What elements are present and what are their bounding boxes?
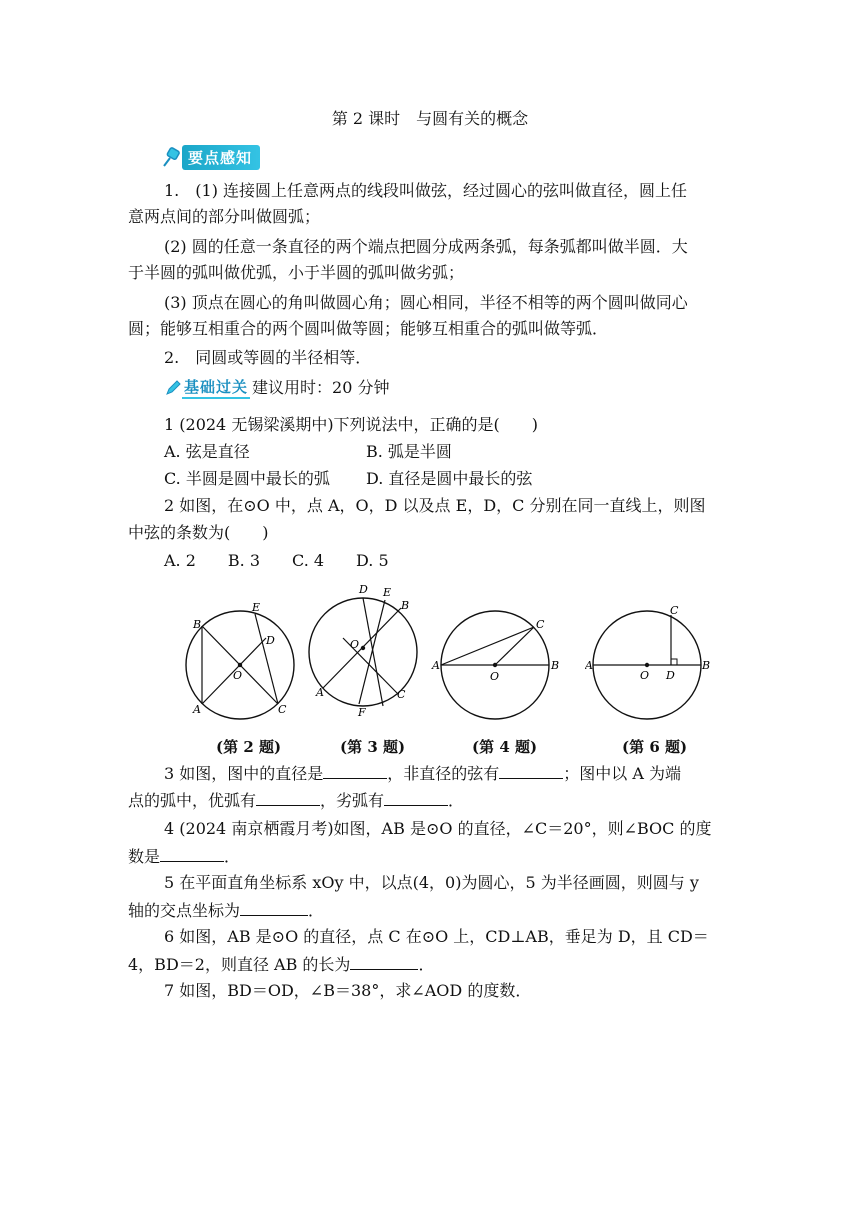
fig3-label-b: B bbox=[401, 599, 410, 612]
q5-text-2: ． bbox=[308, 901, 325, 920]
fig6-label-o: O bbox=[640, 669, 650, 682]
suggested-time: 建议用时：20 分钟 bbox=[252, 377, 390, 397]
q5-blank[interactable] bbox=[240, 899, 308, 916]
q1-option-a: A. 弦是直径 bbox=[164, 442, 250, 461]
fig2-label-e: E bbox=[252, 601, 261, 614]
q4-line-b bbox=[128, 845, 240, 868]
q3-text-6: ． bbox=[448, 791, 465, 810]
q3-text-2: ，非直径的弦有 bbox=[387, 764, 500, 783]
q3-blank-major-arcs[interactable] bbox=[256, 789, 320, 806]
fig4-label-c: C bbox=[536, 618, 545, 631]
q5-line-a: 5 在平面直角坐标系 xOy 中，以点(4，0)为圆心，5 为半径画圆，则圆与 y bbox=[164, 873, 699, 892]
fig3-label-o: O bbox=[350, 638, 360, 651]
q1-stem: 1 (2024 无锡梁溪期中)下列说法中，正确的是( ) bbox=[164, 415, 539, 434]
q1-option-c: C. 半圆是圆中最长的弧 bbox=[164, 469, 330, 488]
q4-text-2: ． bbox=[224, 847, 241, 866]
point-4: 2. 同圆或等圆的半径相等． bbox=[164, 348, 372, 367]
figure-q6 bbox=[585, 605, 715, 725]
q3-text-1: 3 如图，图中的直径是 bbox=[164, 764, 324, 783]
page-title: 第 2 课时 与圆有关的概念 bbox=[331, 109, 529, 128]
fig4-label-b: B bbox=[551, 659, 560, 672]
caption-fig3: (第 3 题) bbox=[340, 738, 406, 756]
fig6-label-d: D bbox=[666, 669, 675, 682]
fig3-label-a: A bbox=[316, 686, 324, 699]
point-1a: 1. (1) 连接圆上任意两点的线段叫做弦，经过圆心的弦叫做直径，圆上任 bbox=[164, 181, 688, 200]
key-points-label: 要点感知 bbox=[182, 145, 260, 170]
fig4-label-o: O bbox=[490, 670, 500, 683]
q3-text-5: ，劣弧有 bbox=[320, 791, 385, 810]
fig6-label-a: A bbox=[585, 659, 593, 672]
key-points-badge bbox=[160, 145, 260, 170]
pencil-icon bbox=[164, 379, 182, 397]
fig3-label-f: F bbox=[358, 706, 366, 719]
q4-line-a: 4 (2024 南京栖霞月考)如图，AB 是⊙O 的直径，∠C＝20°，则∠BOC 的度 bbox=[164, 819, 712, 838]
q3-text-3: ；图中以 A 为端 bbox=[563, 764, 682, 783]
q5-text-1: 轴的交点坐标为 bbox=[128, 901, 241, 920]
figure-q3 bbox=[305, 580, 425, 720]
q6-line-b bbox=[128, 953, 434, 976]
fig3-label-d: D bbox=[359, 583, 368, 596]
fig2-label-c: C bbox=[278, 703, 287, 716]
basic-practice-label: 基础过关 bbox=[182, 376, 250, 399]
fig6-label-c: C bbox=[670, 605, 679, 617]
fig6-label-b: B bbox=[702, 659, 711, 672]
q3-blank-chords[interactable] bbox=[499, 762, 563, 779]
q6-text-2: ． bbox=[418, 955, 435, 974]
q3-line-b bbox=[128, 789, 464, 812]
q3-text-4: 点的弧中，优弧有 bbox=[128, 791, 257, 810]
q1-option-b: B. 弧是半圆 bbox=[366, 442, 452, 461]
q3-blank-diameter[interactable] bbox=[323, 762, 387, 779]
fig2-label-d: D bbox=[266, 634, 275, 647]
caption-fig2: (第 2 题) bbox=[216, 738, 282, 756]
q1-option-d: D. 直径是圆中最长的弦 bbox=[366, 469, 533, 488]
q6-blank[interactable] bbox=[350, 953, 418, 970]
q4-blank[interactable] bbox=[160, 845, 224, 862]
caption-fig6: (第 6 题) bbox=[622, 738, 688, 756]
fig2-label-o: O bbox=[233, 669, 243, 682]
q5-line-b bbox=[128, 899, 324, 922]
figure-q2 bbox=[180, 600, 305, 720]
point-2a: (2) 圆的任意一条直径的两个端点把圆分成两条弧，每条弧都叫做半圆．大 bbox=[164, 237, 688, 256]
fig3-label-e: E bbox=[383, 586, 392, 599]
q6-text-1: 4，BD＝2，则直径 AB 的长为 bbox=[128, 955, 351, 974]
point-1b: 意两点间的部分叫做圆弧； bbox=[128, 207, 321, 226]
q2-stem-b: 中弦的条数为( ) bbox=[128, 523, 269, 542]
q2-options: A. 2 B. 3 C. 4 D. 5 bbox=[164, 551, 389, 570]
q3-blank-minor-arcs[interactable] bbox=[384, 789, 448, 806]
point-2b: 于半圆的弧叫做优弧，小于半圆的弧叫做劣弧； bbox=[128, 263, 465, 282]
q6-line-a: 6 如图，AB 是⊙O 的直径，点 C 在⊙O 上，CD⊥AB，垂足为 D，且 CD＝ bbox=[164, 927, 709, 946]
q2-stem-a: 2 如图，在⊙O 中，点 A，O，D 以及点 E，D，C 分别在同一直线上，则图 bbox=[164, 496, 706, 515]
point-3b: 圆；能够互相重合的两个圆叫做等圆；能够互相重合的弧叫做等弧． bbox=[128, 319, 609, 338]
fig2-label-b: B bbox=[193, 618, 202, 631]
q4-text-1: 数是 bbox=[128, 847, 161, 866]
fig4-label-a: A bbox=[432, 659, 440, 672]
q3-line-a bbox=[164, 762, 681, 785]
q7-line-a: 7 如图，BD＝OD，∠B＝38°，求∠AOD 的度数． bbox=[164, 981, 532, 1000]
caption-fig4: (第 4 题) bbox=[472, 738, 538, 756]
fig3-label-c: C bbox=[397, 688, 406, 701]
point-3a: (3) 顶点在圆心的角叫做圆心角；圆心相同，半径不相等的两个圆叫做同心 bbox=[164, 293, 688, 312]
figure-q4 bbox=[430, 605, 565, 725]
pin-icon bbox=[160, 146, 182, 170]
basic-practice-badge bbox=[164, 376, 389, 399]
fig2-label-a: A bbox=[193, 703, 201, 716]
